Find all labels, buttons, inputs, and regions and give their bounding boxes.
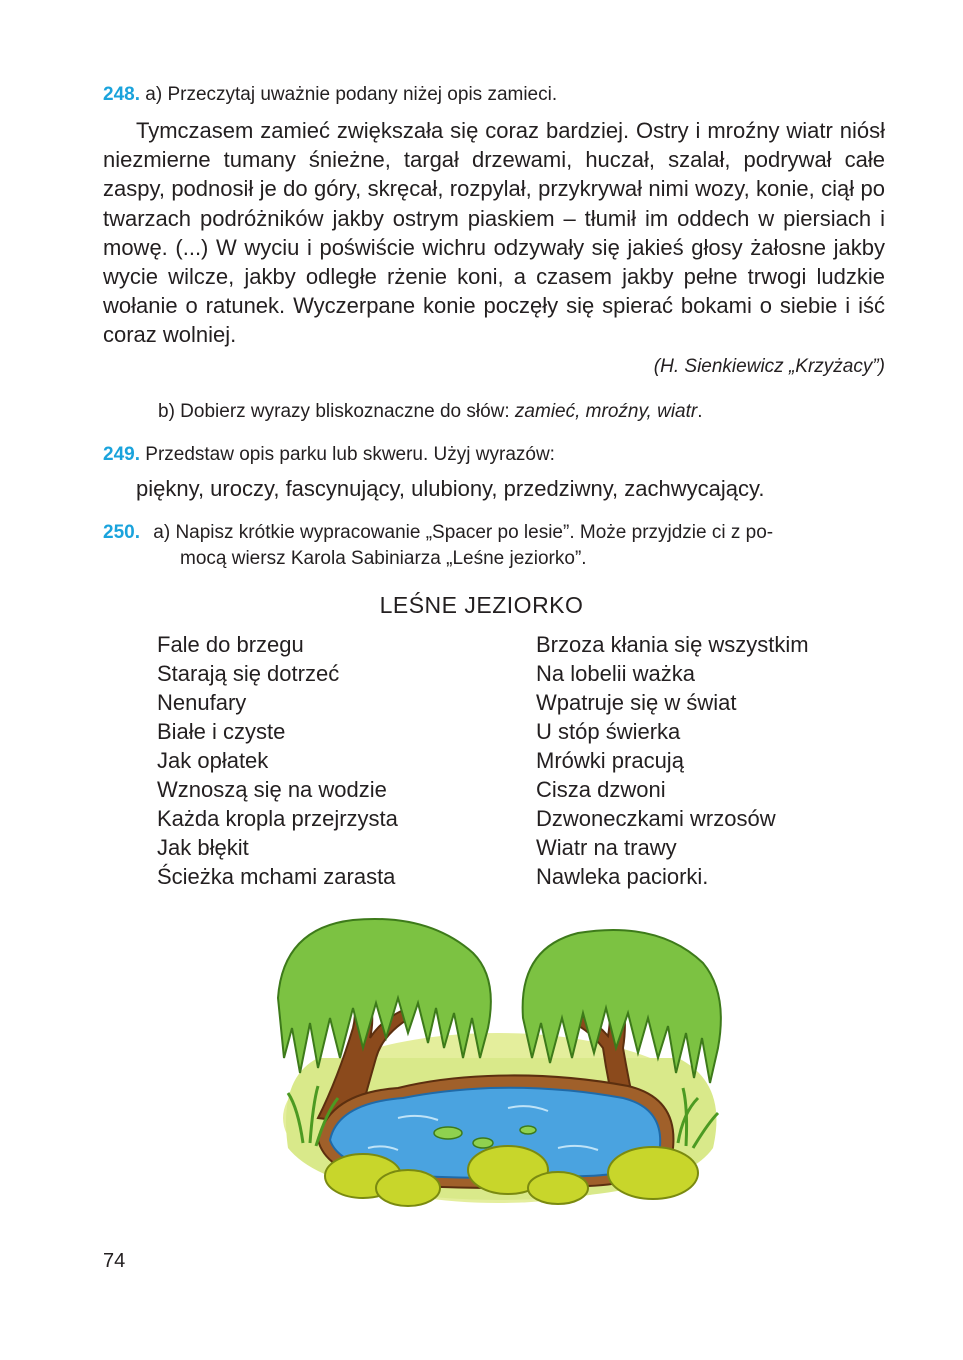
task-248-b <box>158 401 703 423</box>
task-instruction-continued: mocą wiersz Karola Sabiniarza „Leśne jeziorko”. <box>180 548 587 569</box>
poem-line: Mrówki pracują <box>536 748 684 773</box>
poem-line: Każda kropla przejrzysta <box>157 806 398 831</box>
poem-line: Fale do brzegu <box>157 632 304 657</box>
task-number: 249. <box>103 444 140 465</box>
poem-line: Starają się dotrzeć <box>157 661 340 686</box>
poem-line: Nawleka paciorki. <box>536 864 709 889</box>
task-number: 250. <box>103 522 140 543</box>
task-instruction: Przedstaw opis parku lub skweru. Użyj wyrazów: <box>145 444 555 465</box>
poem-line: Jak błękit <box>157 835 249 860</box>
poem-title: LEŚNE JEZIORKO <box>379 592 584 618</box>
poem-line: Białe i czyste <box>157 719 286 744</box>
task-250-header <box>103 522 773 544</box>
task-number: 248. <box>103 84 140 105</box>
poem-line: Jak opłatek <box>157 748 269 773</box>
passage-text: Tymczasem zamieć zwiększała się coraz bardziej. Ostry i mroźny wiatr niósł niezmierne tumany śnieżne, targał drzewami, huczał, szalał, podrywał całe zaspy, podnosił je do góry, skręcał, rozpylał, przykrywał nimi wozy, konie, ciął po twarzach podróżników jakby ostrym piaskiem – tłumił im oddech w piersiach i mowę. (...) W wyciu i poświście wichru odzywały się jakieś głosy żałosne jakby wycie wilcze, jakby odległe rżenie koni, a czasem jakby pełne trwogi ludzkie wołanie o ratunek. Wyczerpane konie poczęły się spierać bokami o siebie i iść coraz wolniej. <box>103 118 885 348</box>
task-instruction-b: b) Dobierz wyrazy bliskoznaczne do słów: <box>158 401 515 422</box>
poem-line: Wiatr na trawy <box>536 835 677 860</box>
task-instruction: a) Napisz krótkie wypracowanie „Spacer po lesie”. Może przyjdzie ci z po- <box>153 522 774 543</box>
task-248-header <box>103 84 557 106</box>
poem-line: Ścieżka mchami zarasta <box>157 864 396 889</box>
task-instruction-b-words: zamieć, mroźny, wiatr <box>514 401 698 422</box>
poem-left-column <box>157 630 398 891</box>
poem-line: Wpatruje się w świat <box>536 690 737 715</box>
poem-line: Cisza dzwoni <box>536 777 666 802</box>
forest-pond-illustration <box>258 908 733 1210</box>
poem-line: Nenufary <box>157 690 247 715</box>
task-249-header <box>103 444 555 466</box>
poem-right-column <box>536 630 809 891</box>
page-number: 74 <box>103 1250 126 1272</box>
word-list: piękny, uroczy, fascynujący, ulubiony, przedziwny, zachwycający. <box>136 476 765 501</box>
task-instruction: a) Przeczytaj uważnie podany niżej opis zamieci. <box>145 84 558 105</box>
passage-attribution: (H. Sienkiewicz „Krzyżacy”) <box>653 356 885 377</box>
task-instruction-b-end: . <box>697 401 703 422</box>
poem-line: Dzwoneczkami wrzosów <box>536 806 776 831</box>
poem-line: Brzoza kłania się wszystkim <box>536 632 809 657</box>
poem-line: Na lobelii ważka <box>536 661 695 686</box>
blizzard-passage <box>103 116 885 350</box>
poem-line: U stóp świerka <box>536 719 681 744</box>
poem-line: Wznoszą się na wodzie <box>157 777 387 802</box>
